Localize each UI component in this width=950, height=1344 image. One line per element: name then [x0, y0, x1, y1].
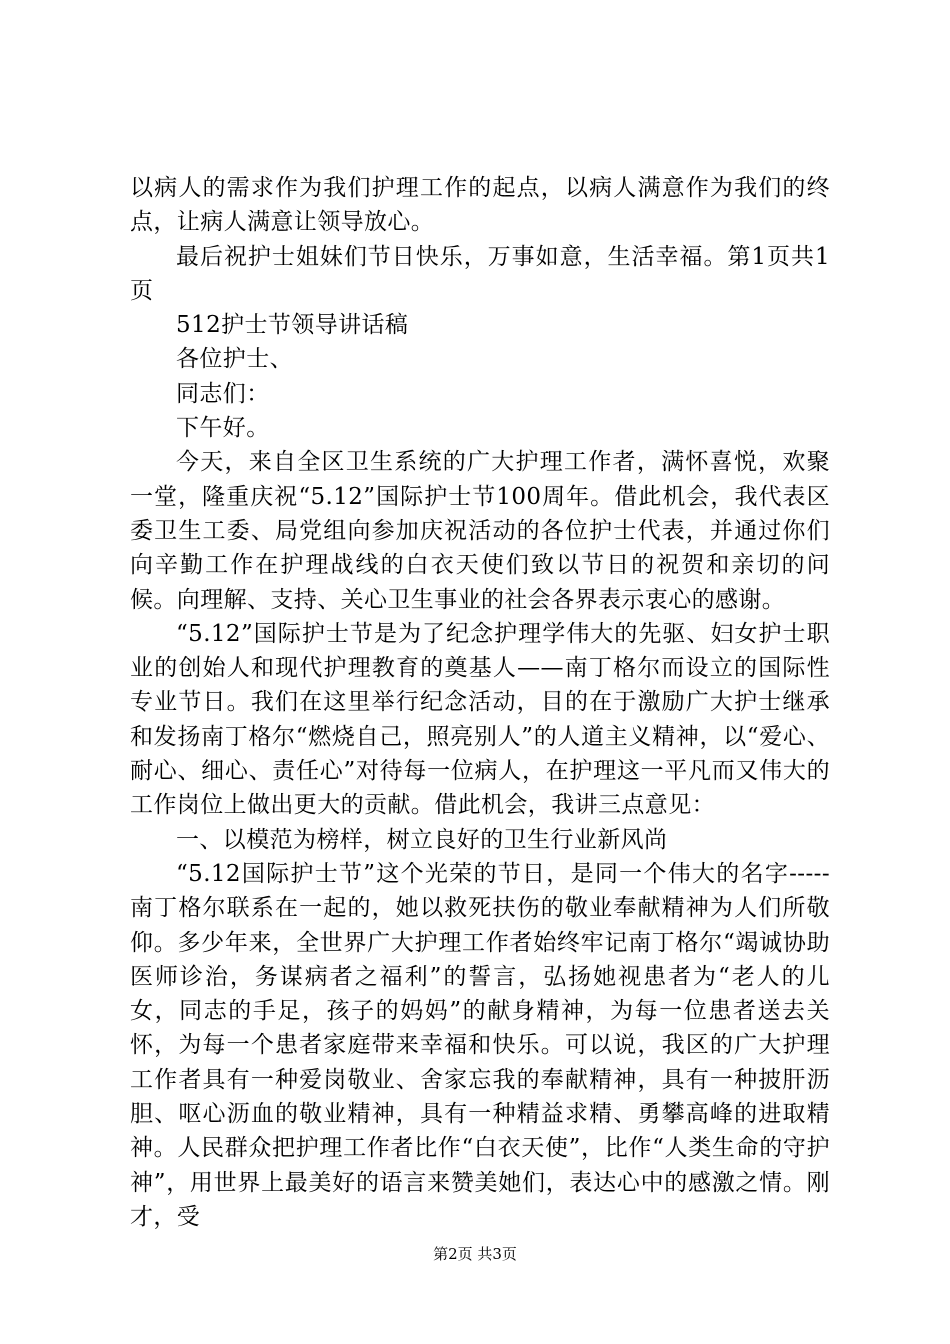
- paragraph-continuation: 以病人的需求作为我们护理工作的起点，以病人满意作为我们的终点，让病人满意让领导放心。: [130, 175, 830, 236]
- document-body: [130, 171, 830, 1234]
- paragraph-nightingale: “5.12”国际护士节是为了纪念护理学伟大的先驱、妇女护士职业的创始人和现代护理教育的奠基人——南丁格尔而设立的国际性专业节日。我们在这里举行纪念活动，目的在于激励广大护士继承和发扬南丁格尔“燃烧自己，照亮别人”的人道主义精神，以“爱心、耐心、细心、责任心”对待每一位病人，在护理这一平凡而又伟大的工作岗位上做出更大的贡献。借此机会，我讲三点意见：: [130, 620, 830, 819]
- section-heading-one: 一、以模范为榜样，树立良好的卫生行业新风尚: [176, 826, 668, 853]
- page-footer: 第2页 共3页: [433, 1245, 517, 1263]
- speech-title: 512护士节领导讲话稿: [176, 312, 409, 339]
- greeting: 下午好。: [176, 415, 270, 442]
- salutation-comrades: 同志们：: [176, 380, 270, 407]
- paragraph-opening: 今天，来自全区卫生系统的广大护理工作者，满怀喜悦，欢聚一堂，隆重庆祝“5.12”国际护士节100周年。借此机会，我代表区委卫生工委、局党组向参加庆祝活动的各位护士代表，并通过你们向辛勤工作在护理战线的白衣天使们致以节日的祝贺和亲切的问候。向理解、支持、关心卫生事业的社会各界表示衷心的感谢。: [130, 449, 830, 613]
- salutation-nurses: 各位护士、: [176, 346, 293, 373]
- paragraph-closing-wishes: 最后祝护士姐妹们节日快乐，万事如意，生活幸福。第1页共1页: [130, 243, 830, 304]
- paragraph-section-one: “5.12国际护士节”这个光荣的节日，是同一个伟大的名字-----南丁格尔联系在一起的，她以救死扶伤的敬业奉献精神为人们所敬仰。多少年来，全世界广大护理工作者始终牢记南丁格尔“竭诚协助医师诊治，务谋病者之福利”的誓言，弘扬她视患者为“老人的儿女，同志的手足，孩子的妈妈”的献身精神，为每一位患者送去关怀，为每一个患者家庭带来幸福和快乐。可以说，我区的广大护理工作者具有一种爱岗敬业、舍家忘我的奉献精神，具有一种披肝沥胆、呕心沥血的敬业精神，具有一种精益求精、勇攀高峰的进取精神。人民群众把护理工作者比作“白衣天使”，比作“人类生命的守护神”，用世界上最美好的语言来赞美她们，表达心中的感激之情。刚才，受: [130, 860, 830, 1230]
